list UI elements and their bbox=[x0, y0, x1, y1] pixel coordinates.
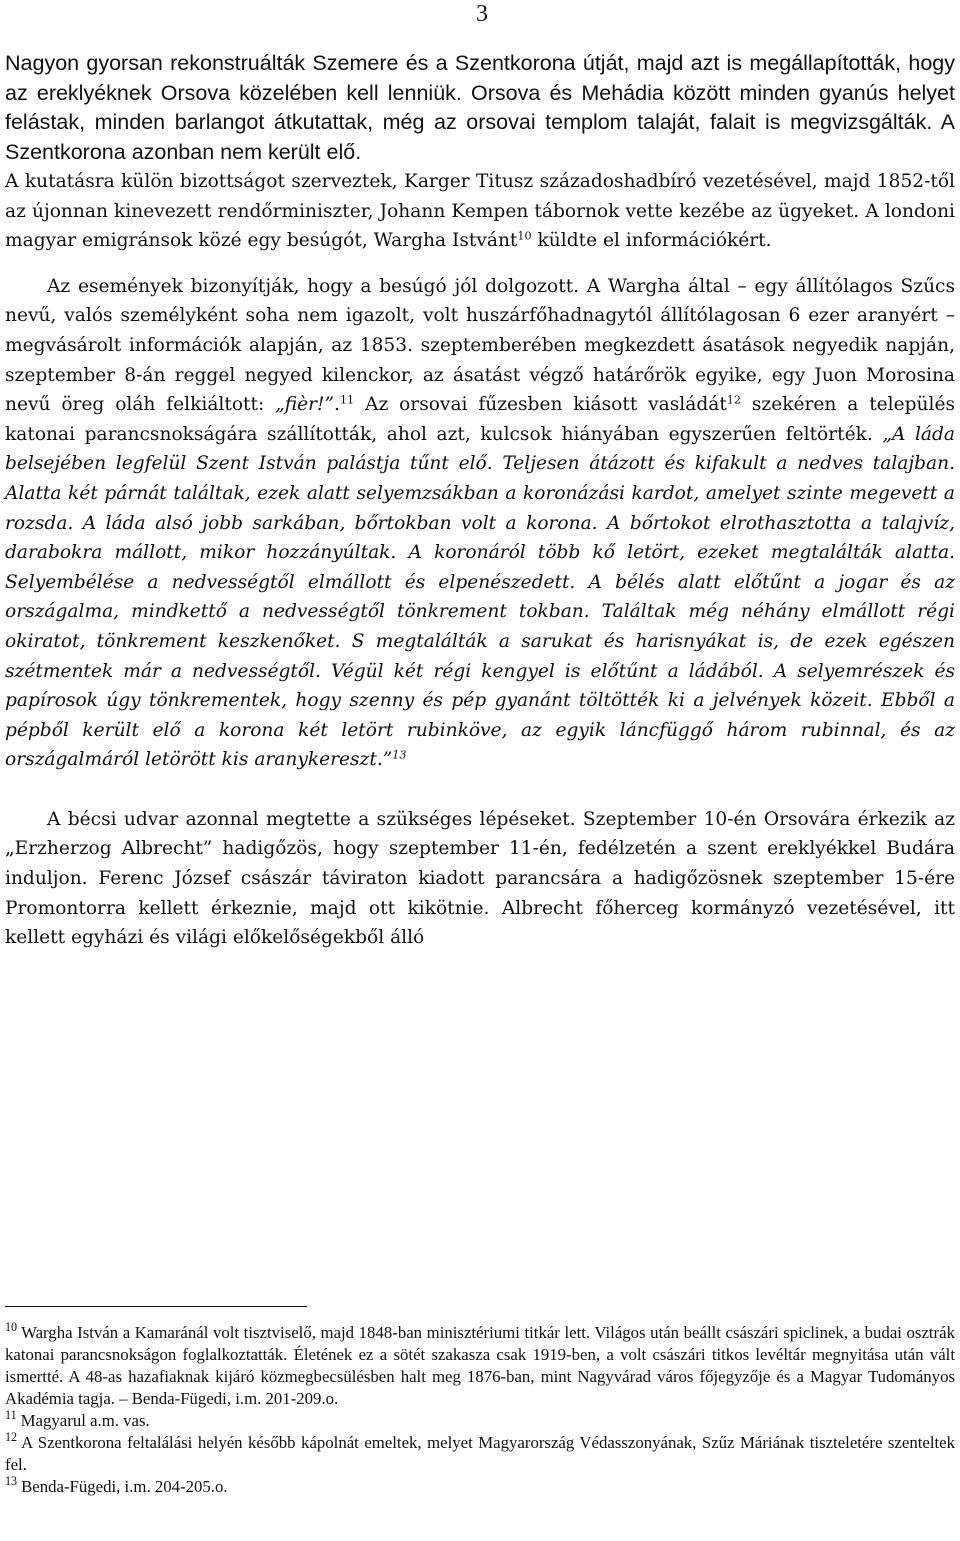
footnote-text: A Szentkorona feltalálási helyén később kápolnát emeltek, melyet Magyarország Védasszonyának, Szűz Máriának tiszteletére szenteltek fel. bbox=[5, 1433, 955, 1474]
footnote-12 bbox=[5, 1432, 955, 1476]
text-run: . bbox=[334, 394, 340, 416]
footnote-reference[interactable]: 12 bbox=[726, 393, 741, 407]
footnote-text: Magyarul a.m. vas. bbox=[20, 1411, 150, 1430]
footnote-text: Benda-Fügedi, i.m. 204-205.o. bbox=[21, 1477, 228, 1496]
footnote-number: 10 bbox=[5, 1320, 18, 1335]
text-run: küldte el információkért. bbox=[531, 230, 772, 252]
main-text bbox=[5, 49, 955, 953]
text-run: Az orsovai fűzesben kiásott vasládát bbox=[354, 394, 727, 416]
footnote-10 bbox=[5, 1322, 955, 1410]
paragraph bbox=[5, 272, 955, 775]
footnote-reference[interactable]: 10 bbox=[517, 229, 532, 243]
footnote-text: Wargha István a Kamaránál volt tisztviselő, majd 1848-ban minisztériumi titkár lett. Világos után beállt császári spiclinek, a budai osztrák katonai parancsnokságon foglalkoztatták. Életének ez a sötét szakasza csak 1919-ben, a volt császári titkos levéltár megnyitása után vált ismertté. A 48-as hazafiaknak kijáró közmegbecsülésben halt meg 1876-ban, mint Nagyvárad város főjegyzője és a Magyar Tudományos Akadémia tagja. – Benda-Fügedi, i.m. 201-209.o. bbox=[5, 1323, 955, 1408]
page-number: 3 bbox=[476, 1, 488, 27]
footnote-separator bbox=[5, 1306, 307, 1307]
text-run: szekéren a település katonai parancsnokságára szállították, ahol azt, kulcsok hiányában egyszerűen feltörték. bbox=[5, 394, 955, 445]
footnote-number: 12 bbox=[5, 1430, 18, 1445]
footnote-number: 11 bbox=[5, 1408, 17, 1423]
paragraph bbox=[5, 167, 955, 256]
footnote-reference[interactable]: 13 bbox=[392, 748, 407, 762]
paragraph bbox=[5, 49, 955, 167]
text-run: A kutatásra külön bizottságot szerveztek, Karger Titusz századoshadbíró vezetésével, majd 1852-től az újonnan kinevezett rendőrminiszter, Johann Kempen tábornok vette kezébe az ügyeket. A londoni magyar emigránsok közé egy besúgót, Wargha Istvánt bbox=[5, 171, 955, 252]
paragraph bbox=[5, 805, 955, 953]
footnote-13 bbox=[5, 1476, 955, 1498]
footnotes bbox=[5, 1322, 955, 1498]
footnote-11 bbox=[5, 1410, 955, 1432]
text-run: Az események bizonyítják, hogy a besúgó jól dolgozott. A Wargha által – egy állítólagos Szűcs nevű, valós személyként soha nem igazolt, volt huszárfőhadnagytól állítólagosan 6 ezer aranyért – megvásárolt információk alapján, az 1853. szeptemberében megkezdett ásatások negyedik napján, szeptember 8-án reggel negyed kilenckor, az ásatást végző határőrök egyike, egy Juon Morosina nevű öreg oláh felkiáltott: bbox=[5, 275, 955, 416]
footnote-reference[interactable]: 11 bbox=[339, 393, 355, 407]
text-run: Nagyon gyorsan rekonstruálták Szemere és a Szentkorona útját, majd azt is megállapították, hogy az ereklyéknek Orsova közelében kell lenniük. Orsova és Mehádia között minden gyanús helyet felástak, minden barlangot átkutattak, még az orsovai templom talaját, falait is megvizsgálták. A Szentkorona azonban nem került elő. bbox=[5, 51, 955, 164]
text-run: A bécsi udvar azonnal megtette a szükséges lépéseket. Szeptember 10-én Orsovára érkezik az „Erzherzog Albrecht” hadigőzös, hogy szeptember 11-én, fedélzetén a szent ereklyékkel Budára induljon. Ferenc József császár táviraton kiadott parancsára a hadigőzösnek szeptember 15-ére Promontorra kellett érkeznie, majd ott kikötnie. Albrecht főherceg kormányzó vezetésével, itt kellett egyházi és világi előkelőségekből álló bbox=[5, 808, 955, 949]
quoted-text: „A láda belsejében legfelül Szent István palástja tűnt elő. Teljesen átázott és kifakult a nedves talajban. Alatta két párnát találtak, ezek alatt selyemzsákban a koronázási kardot, amelyet szinte megevett a rozsda. A láda alsó jobb sarkában, bőrtokban volt a korona. A bőrtokot elrothasztotta a talajvíz, darabokra mállott, mikor hozzányúltak. A koronáról több kő letört, ezeket megtalálták alatta. Selyembélése a nedvességtől elmállott és elpenészedett. A bélés alatt előtűnt a jogar és az országalma, mindkettő a nedvességtől tönkrement tokban. Találtak még néhány elmállott régi okiratot, tönkrement keszkenőket. S megtalálták a sarukat és harisnyákat is, de ezek egészen szétmentek már a nedvességtől. Végül két régi kengyel is előtűnt a ládából. A selyemrészek és papírosok úgy tönkrementek, hogy szenny és pép gyanánt töltötték ki a jelvények közeit. Ebből a pépből került elő a korona két letört rubinköve, az egyik láncfüggő három rubinnal, és az országalmáról letörött kis aranykereszt.” bbox=[5, 423, 955, 771]
quoted-text: „fièr!” bbox=[275, 394, 335, 416]
footnote-number: 13 bbox=[5, 1474, 18, 1489]
